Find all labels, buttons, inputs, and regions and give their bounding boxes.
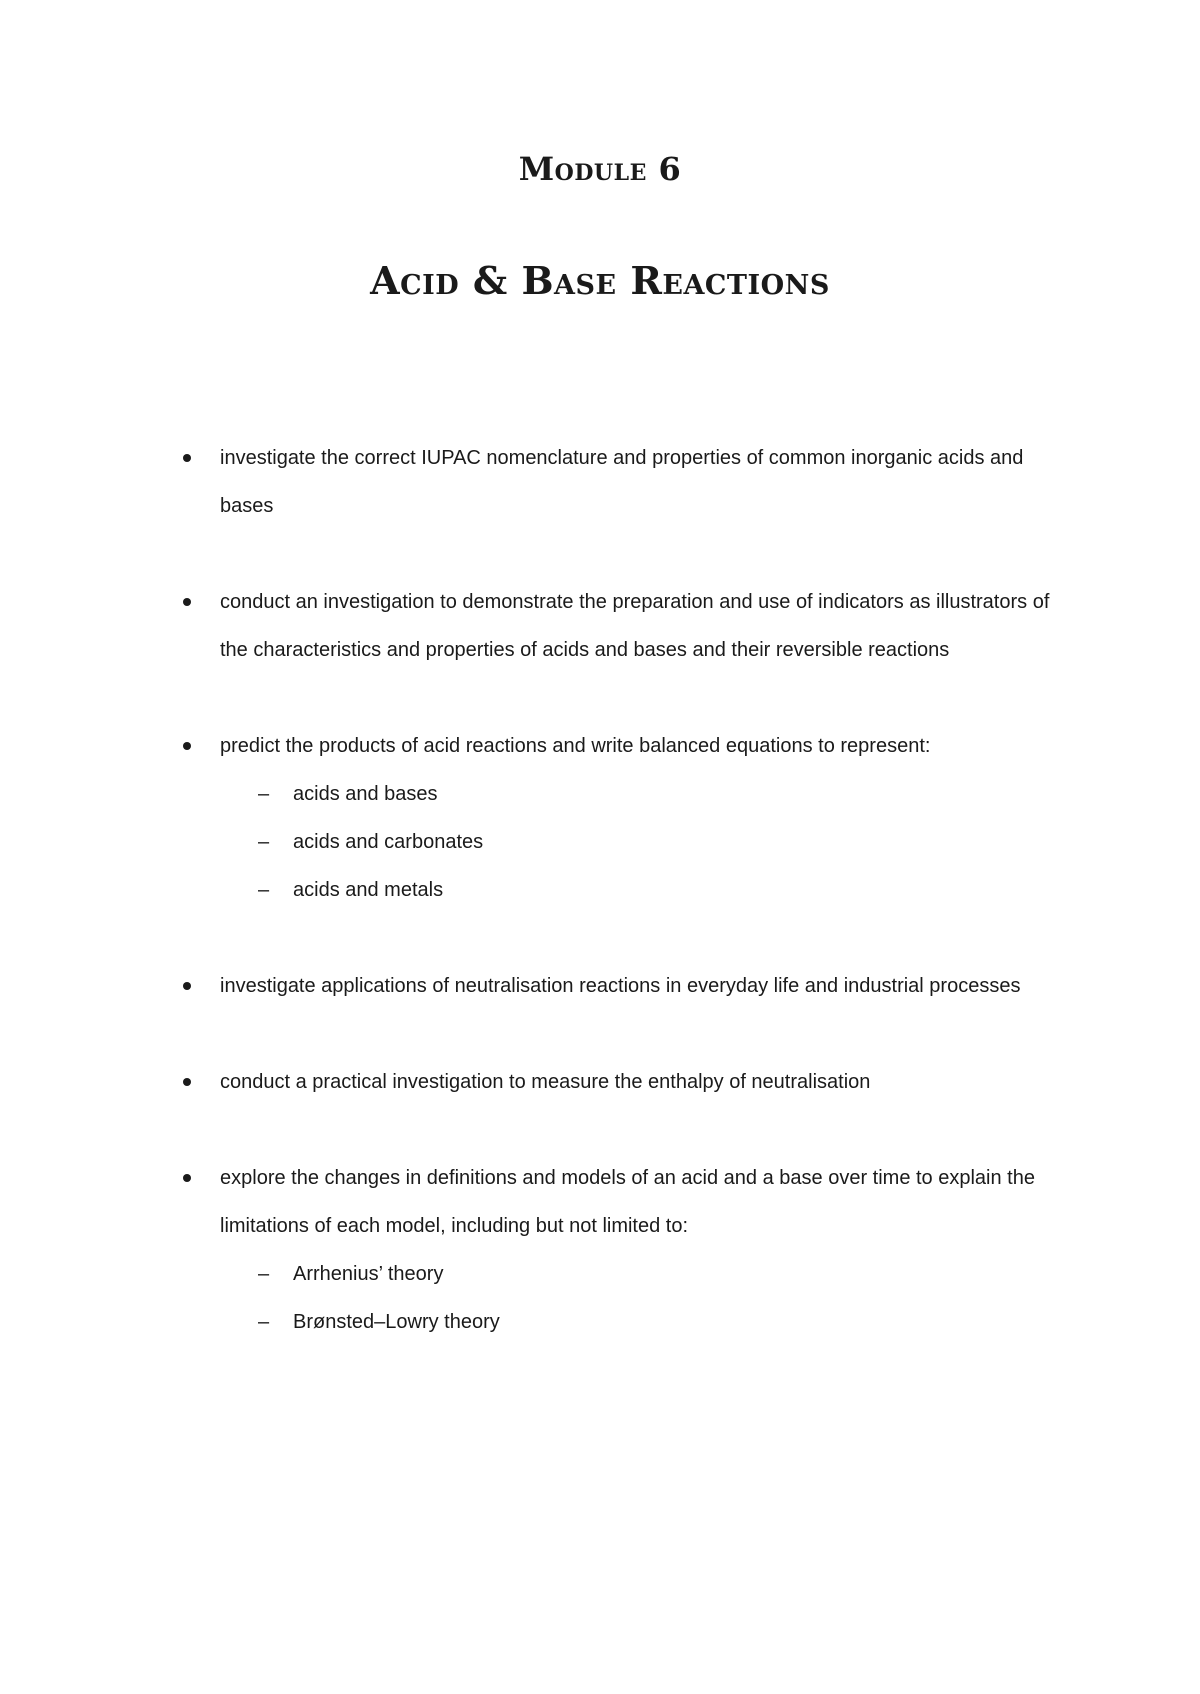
dash-icon: –	[258, 879, 270, 901]
bullet-icon	[183, 982, 191, 990]
dash-icon: –	[258, 1263, 270, 1285]
list-item	[180, 722, 1060, 914]
bullet-icon	[183, 454, 191, 462]
module-heading: Module 6	[518, 150, 682, 188]
list-item	[180, 1154, 1060, 1346]
list-item-text: investigate the correct IUPAC nomenclature and properties of common inorganic acids and bases	[220, 447, 1024, 517]
sub-list-item	[220, 1298, 1060, 1346]
list-item	[180, 962, 1060, 1010]
list-item-text: predict the products of acid reactions and write balanced equations to represent:	[220, 735, 931, 757]
list-item-text: investigate applications of neutralisation reactions in everyday life and industrial processes	[220, 975, 1021, 997]
bullet-icon	[183, 1078, 191, 1086]
sub-list-item-text: acids and metals	[293, 879, 444, 901]
list-item	[180, 578, 1060, 674]
sub-list	[220, 1250, 1060, 1346]
bullet-icon	[183, 598, 191, 606]
sub-list-item-text: Arrhenius’ theory	[293, 1263, 444, 1285]
sub-list-item	[220, 770, 1060, 818]
list-item	[180, 434, 1060, 530]
bullet-icon	[183, 1174, 191, 1182]
sub-list-item	[220, 866, 1060, 914]
dash-icon: –	[258, 831, 270, 853]
list-item-text: explore the changes in definitions and models of an acid and a base over time to explain the limitations of each model, including but not limited to:	[220, 1167, 1035, 1237]
page-title: Acid & Base Reactions	[370, 258, 830, 303]
list-item-text: conduct a practical investigation to measure the enthalpy of neutralisation	[220, 1071, 871, 1093]
outcome-list	[180, 434, 1060, 1394]
dash-icon: –	[258, 1311, 270, 1333]
sub-list-item-text: Brønsted–Lowry theory	[293, 1311, 500, 1333]
bullet-icon	[183, 742, 191, 750]
sub-list-item-text: acids and bases	[293, 783, 438, 805]
sub-list-item	[220, 818, 1060, 866]
dash-icon: –	[258, 783, 270, 805]
list-item-text: conduct an investigation to demonstrate the preparation and use of indicators as illustrators of the characteristics and properties of acids and bases and their reversible reactions	[220, 591, 1050, 661]
sub-list	[220, 770, 1060, 914]
sub-list-item-text: acids and carbonates	[293, 831, 484, 853]
list-item	[180, 1058, 1060, 1106]
sub-list-item	[220, 1250, 1060, 1298]
